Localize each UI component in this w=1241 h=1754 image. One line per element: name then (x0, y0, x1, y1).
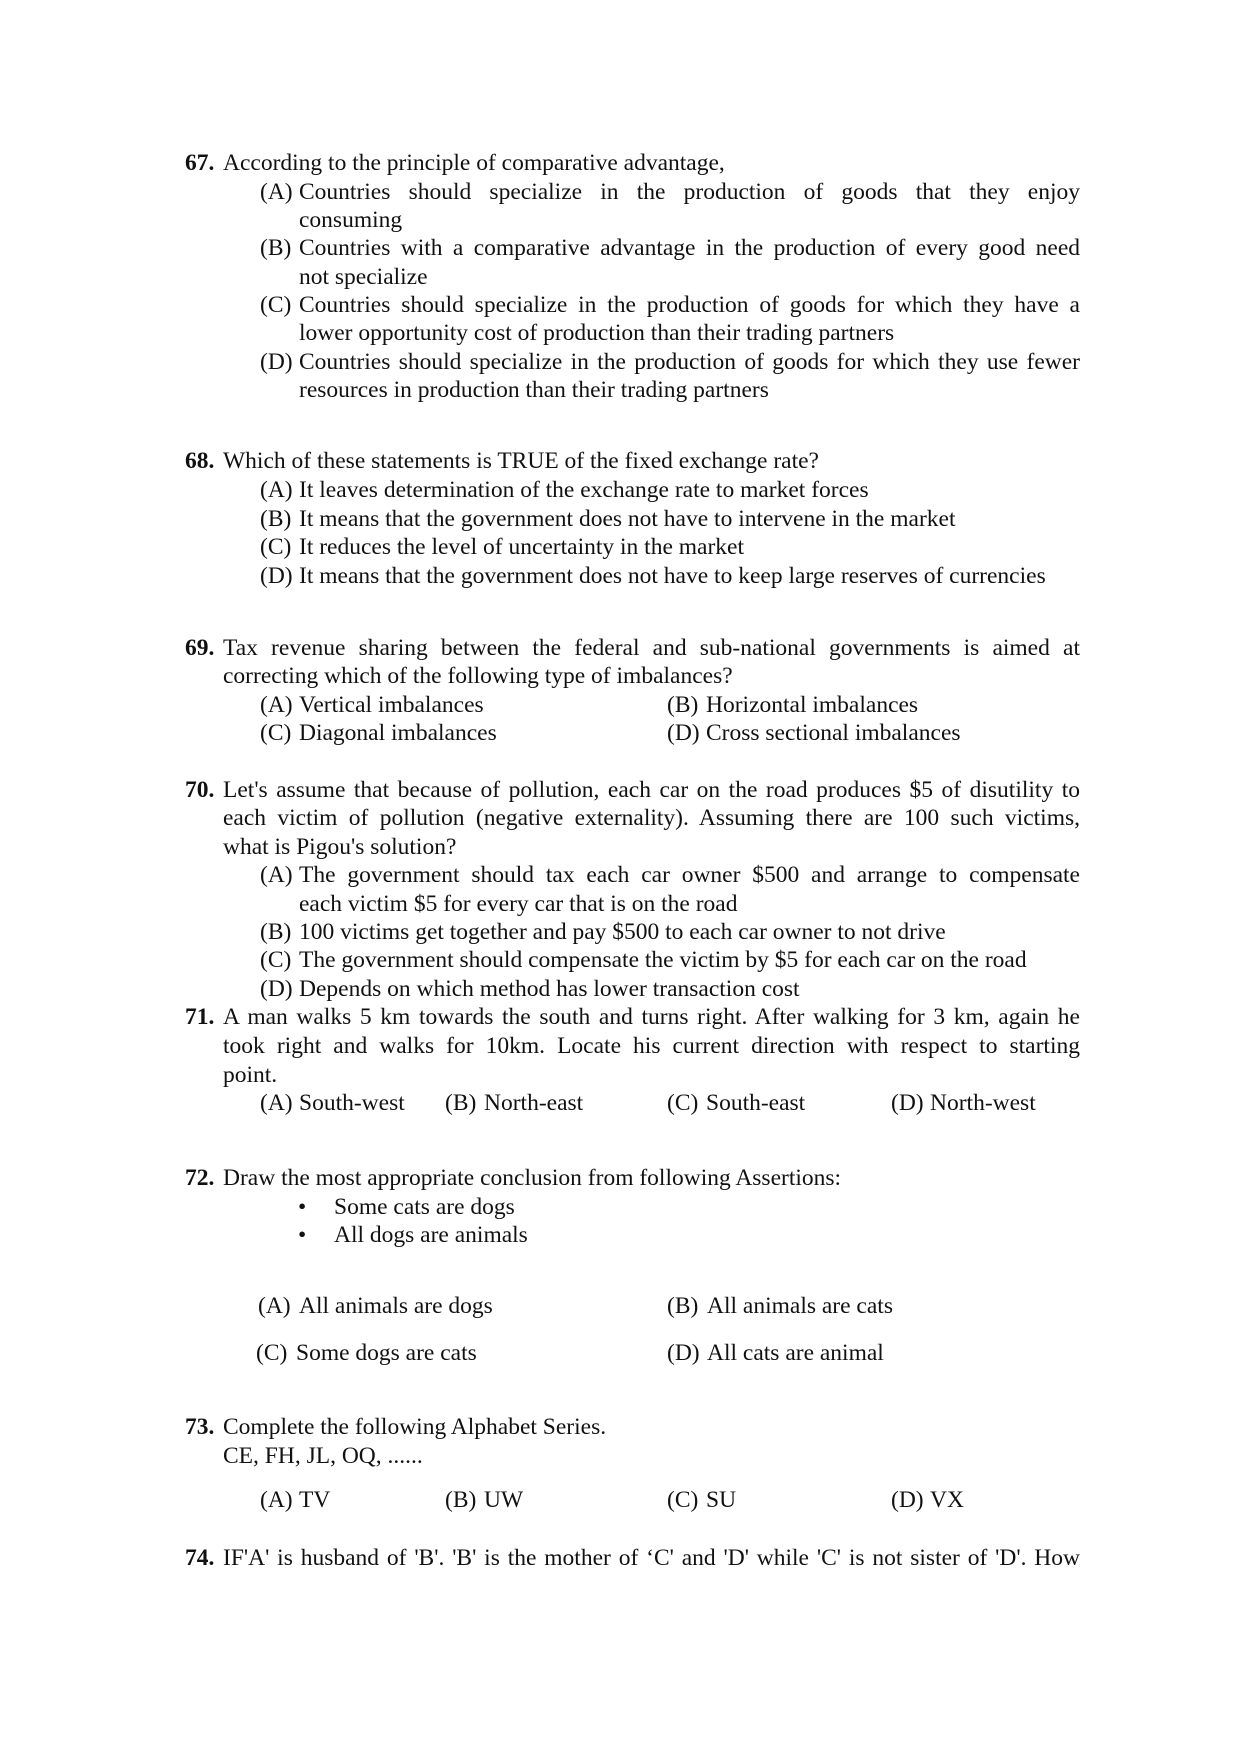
option-label: (B) (445, 1487, 477, 1513)
option-label: (C) (260, 534, 292, 560)
option-text: consuming (299, 207, 403, 233)
option-text: Vertical imbalances (299, 692, 484, 718)
question-number: 73. (185, 1414, 215, 1440)
option-text: Some dogs are cats (296, 1340, 477, 1366)
option-label: (C) (667, 1090, 699, 1116)
option-text: North-west (930, 1090, 1036, 1116)
option-text: Diagonal imbalances (299, 720, 497, 746)
option-text: not specialize (299, 264, 428, 290)
bullet: • (298, 1194, 307, 1220)
option-text: The government should tax each car owner $500 and arrange to compensate (299, 862, 1080, 888)
option-text: It means that the government does not have to intervene in the market (299, 506, 956, 532)
option-label: (B) (445, 1090, 477, 1116)
question-number: 68. (185, 448, 215, 474)
option-label: (A) (260, 1090, 293, 1116)
question-stem: correcting which of the following type of imbalances? (223, 663, 733, 689)
option-text: It leaves determination of the exchange rate to market forces (299, 477, 869, 503)
assertion-text: Some cats are dogs (334, 1194, 515, 1220)
option-text: Countries with a comparative advantage in the production of every good need (299, 235, 1080, 261)
option-text: TV (299, 1487, 331, 1513)
question-number: 74. (185, 1545, 215, 1571)
bullet: • (298, 1222, 307, 1248)
question-number: 72. (185, 1165, 215, 1191)
question-number: 70. (185, 777, 215, 803)
option-label: (C) (260, 292, 292, 318)
option-text: Depends on which method has lower transaction cost (299, 976, 800, 1002)
option-text: It reduces the level of uncertainty in the market (299, 534, 745, 560)
option-label: (C) (256, 1340, 288, 1366)
series-text: CE, FH, JL, OQ, ...... (223, 1443, 423, 1469)
question-stem: what is Pigou's solution? (223, 834, 457, 860)
option-text: resources in production than their trading partners (299, 377, 769, 403)
question-stem: A man walks 5 km towards the south and turns right. After walking for 3 km, again he (223, 1004, 1080, 1030)
option-text: The government should compensate the victim by $5 for each car on the road (299, 947, 1027, 973)
option-label: (D) (667, 720, 700, 746)
option-text: All cats are animal (707, 1340, 884, 1366)
question-number: 67. (185, 150, 215, 176)
option-label: (D) (260, 563, 293, 589)
option-text: UW (484, 1487, 524, 1513)
question-stem: took right and walks for 10km. Locate his current direction with respect to starting (223, 1033, 1080, 1059)
assertion-text: All dogs are animals (334, 1222, 528, 1248)
option-text: SU (706, 1487, 737, 1513)
option-text: each victim $5 for every car that is on the road (299, 891, 738, 917)
option-label: (C) (260, 947, 292, 973)
option-label: (C) (260, 720, 292, 746)
option-label: (B) (667, 692, 699, 718)
option-label: (B) (260, 235, 292, 261)
option-label: (D) (891, 1090, 924, 1116)
option-text: North-east (484, 1090, 584, 1116)
option-text: Countries should specialize in the production of goods for which they use fewer (299, 349, 1080, 375)
question-number: 69. (185, 635, 215, 661)
option-label: (B) (260, 919, 292, 945)
question-stem: point. (223, 1062, 278, 1088)
option-label: (B) (260, 506, 292, 532)
option-text: South-west (299, 1090, 405, 1116)
question-stem: Tax revenue sharing between the federal and sub-national governments is aimed at (223, 635, 1080, 661)
option-text: Countries should specialize in the production of goods that they enjoy (299, 179, 1080, 205)
question-stem: each victim of pollution (negative externality). Assuming there are 100 such victims, (223, 805, 1080, 831)
option-label: (A) (258, 1293, 291, 1319)
option-text: South-east (706, 1090, 806, 1116)
option-text: 100 victims get together and pay $500 to each car owner to not drive (299, 919, 946, 945)
option-label: (A) (260, 862, 293, 888)
option-text: lower opportunity cost of production than their trading partners (299, 320, 895, 346)
option-label: (A) (260, 1487, 293, 1513)
question-stem: Draw the most appropriate conclusion from following Assertions: (223, 1165, 842, 1191)
option-label: (B) (667, 1293, 699, 1319)
option-text: Cross sectional imbalances (706, 720, 961, 746)
question-stem: Which of these statements is TRUE of the fixed exchange rate? (223, 448, 819, 474)
option-text: Countries should specialize in the production of goods for which they have a (299, 292, 1080, 318)
question-stem: IF'A' is husband of 'B'. 'B' is the mother of ‘C' and 'D' while 'C' is not sister of 'D'. How (223, 1545, 1080, 1571)
option-text: All animals are dogs (299, 1293, 493, 1319)
option-label: (D) (260, 349, 293, 375)
option-label: (A) (260, 692, 293, 718)
option-label: (A) (260, 477, 293, 503)
option-text: All animals are cats (707, 1293, 893, 1319)
option-label: (D) (667, 1340, 700, 1366)
option-text: VX (930, 1487, 964, 1513)
question-stem: Complete the following Alphabet Series. (223, 1414, 607, 1440)
question-stem: According to the principle of comparative advantage, (223, 150, 725, 176)
option-label: (A) (260, 179, 293, 205)
option-label: (D) (891, 1487, 924, 1513)
option-text: Horizontal imbalances (706, 692, 919, 718)
question-number: 71. (185, 1004, 215, 1030)
question-stem: Let's assume that because of pollution, each car on the road produces $5 of disutility to (223, 777, 1080, 803)
option-label: (D) (260, 976, 293, 1002)
option-text: It means that the government does not have to keep large reserves of currencies (299, 563, 1046, 589)
option-label: (C) (667, 1487, 699, 1513)
